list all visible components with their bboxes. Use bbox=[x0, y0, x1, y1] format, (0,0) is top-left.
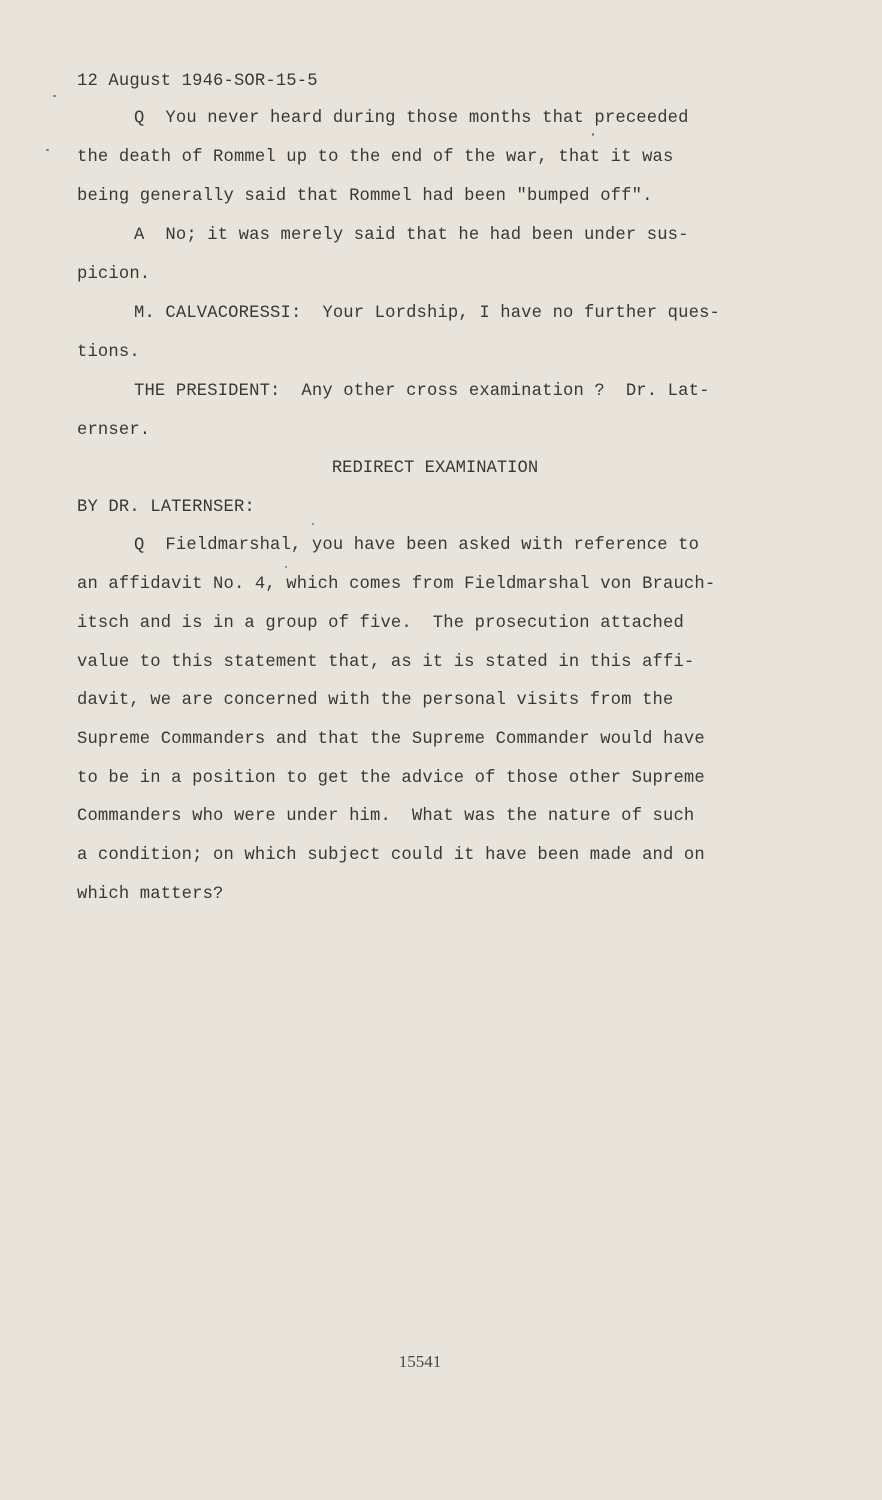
text-line: davit, we are concerned with the personal visits from the bbox=[77, 691, 674, 710]
text-line: an affidavit No. 4, which comes from Fieldmarshal von Brauch- bbox=[77, 575, 716, 594]
text-line: value to this statement that, as it is stated in this affi- bbox=[77, 653, 695, 672]
text-line: to be in a position to get the advice of those other Supreme bbox=[77, 769, 705, 788]
paper-speck bbox=[285, 566, 287, 568]
text-line: ernser. bbox=[77, 421, 151, 440]
examiner-line: BY DR. LATERNSER: bbox=[77, 498, 255, 517]
paper-speck bbox=[53, 95, 56, 97]
text-line: Q You never heard during those months that preceeded bbox=[134, 109, 689, 128]
paper-speck bbox=[312, 523, 314, 525]
text-line: itsch and is in a group of five. The prosecution attached bbox=[77, 614, 684, 633]
paper-speck bbox=[46, 149, 49, 151]
text-line: a condition; on which subject could it have been made and on bbox=[77, 846, 705, 865]
text-line: picion. bbox=[77, 265, 151, 284]
text-line: Commanders who were under him. What was the nature of such bbox=[77, 807, 695, 826]
text-line: which matters? bbox=[77, 885, 224, 904]
text-line: Supreme Commanders and that the Supreme Commander would have bbox=[77, 730, 705, 749]
paper-speck bbox=[592, 133, 594, 136]
document-header: 12 August 1946-SOR-15-5 bbox=[77, 72, 318, 91]
text-line: THE PRESIDENT: Any other cross examination ? Dr. Lat- bbox=[134, 382, 710, 401]
text-line: A No; it was merely said that he had been under sus- bbox=[134, 226, 689, 245]
text-line: being generally said that Rommel had been "bumped off". bbox=[77, 187, 653, 206]
section-heading: REDIRECT EXAMINATION bbox=[331, 459, 539, 478]
page-number: 15541 bbox=[398, 1352, 442, 1371]
text-line: M. CALVACORESSI: Your Lordship, I have no further ques- bbox=[134, 304, 720, 323]
text-line: tions. bbox=[77, 343, 140, 362]
text-line: the death of Rommel up to the end of the war, that it was bbox=[77, 148, 674, 167]
text-line: Q Fieldmarshal, you have been asked with reference to bbox=[134, 536, 700, 555]
